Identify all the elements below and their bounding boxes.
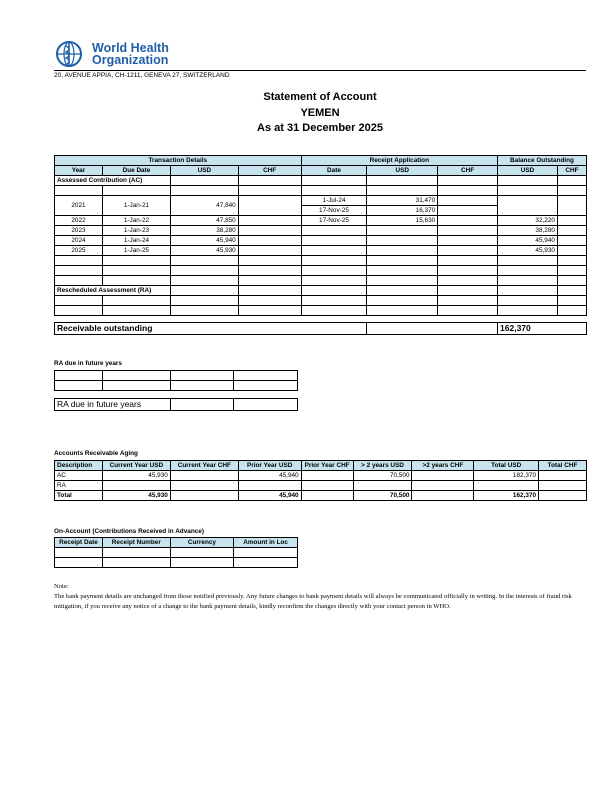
row-usd: 38,280 bbox=[170, 226, 238, 236]
statement-table bbox=[54, 155, 587, 335]
row-year: 2024 bbox=[55, 236, 103, 246]
col-header-usd: USD bbox=[170, 166, 238, 176]
aging-cell bbox=[412, 481, 474, 491]
aging-header-2y-chf: >2 years CHF bbox=[412, 461, 474, 471]
aging-cell bbox=[539, 471, 587, 481]
aging-cell bbox=[170, 491, 238, 501]
aging-cell bbox=[301, 471, 353, 481]
balance-usd: 38,280 bbox=[498, 226, 558, 236]
table-row bbox=[55, 491, 587, 501]
receipt-usd: 16,370 bbox=[367, 206, 438, 216]
table-row bbox=[55, 226, 587, 236]
receivable-row bbox=[55, 323, 587, 335]
on-account-header-receipt-number: Receipt Number bbox=[102, 538, 170, 548]
col-header-balance-usd: USD bbox=[498, 166, 558, 176]
row-year: 2022 bbox=[55, 216, 103, 226]
aging-cell: RA bbox=[55, 481, 103, 491]
on-account-header-amount: Amount in Loc bbox=[234, 538, 298, 548]
ra-section-label: Rescheduled Assessment (RA) bbox=[55, 286, 171, 296]
aging-cell bbox=[238, 481, 301, 491]
aging-cell: 182,370 bbox=[474, 471, 539, 481]
header-rule bbox=[54, 70, 586, 71]
receipt-usd bbox=[367, 226, 438, 236]
ra-future-table bbox=[54, 370, 298, 391]
aging-header-prior-usd: Prior Year USD bbox=[238, 461, 301, 471]
row-due-date: 1-Jan-21 bbox=[102, 196, 170, 216]
note-text: The bank payment details are unchanged from those notified previously. Any future changes to bank payment details will always be communicated officially in writing. In the interests of fraud risk mitigation, if you receive any notice of a change to the bank payment details, kindly reconfirm the changes directly with your contact person in WHO. bbox=[54, 593, 572, 610]
note-block bbox=[54, 582, 579, 612]
receipt-date bbox=[301, 236, 367, 246]
receipt-date bbox=[301, 246, 367, 256]
aging-header-current-usd: Current Year USD bbox=[102, 461, 170, 471]
balance-usd: 45,930 bbox=[498, 246, 558, 256]
balance-usd: 45,940 bbox=[498, 236, 558, 246]
aging-cell bbox=[170, 481, 238, 491]
aging-cell: 45,940 bbox=[238, 491, 301, 501]
aging-cell bbox=[301, 481, 353, 491]
table-row bbox=[55, 216, 587, 226]
receipt-usd: 15,630 bbox=[367, 216, 438, 226]
aging-cell bbox=[412, 471, 474, 481]
page-title: Statement of Account bbox=[263, 91, 377, 103]
date-title: As at 31 December 2025 bbox=[257, 122, 383, 134]
group-header-receipt: Receipt Application bbox=[301, 156, 497, 166]
table-row bbox=[55, 246, 587, 256]
note-label: Note: bbox=[54, 583, 69, 590]
aging-header-prior-chf: Prior Year CHF bbox=[301, 461, 353, 471]
col-header-receipt-usd: USD bbox=[367, 166, 438, 176]
org-name bbox=[92, 42, 169, 66]
table-row bbox=[55, 196, 587, 206]
group-header-balance: Balance Outstanding bbox=[498, 156, 587, 166]
row-usd: 45,940 bbox=[170, 236, 238, 246]
aging-title: Accounts Receivable Aging bbox=[54, 450, 138, 457]
aging-cell bbox=[539, 491, 587, 501]
balance-usd: 32,220 bbox=[498, 216, 558, 226]
aging-cell: 45,940 bbox=[238, 471, 301, 481]
row-due-date: 1-Jan-24 bbox=[102, 236, 170, 246]
receipt-usd bbox=[367, 236, 438, 246]
receipt-date: 17-Nov-25 bbox=[301, 206, 367, 216]
row-usd: 47,840 bbox=[170, 196, 238, 216]
receipt-date: 17-Nov-25 bbox=[301, 216, 367, 226]
aging-cell bbox=[301, 491, 353, 501]
ra-future-total-table bbox=[54, 398, 298, 411]
row-due-date: 1-Jan-23 bbox=[102, 226, 170, 236]
aging-cell: 70,500 bbox=[353, 471, 412, 481]
aging-cell bbox=[170, 471, 238, 481]
aging-cell bbox=[474, 481, 539, 491]
aging-header-description: Description bbox=[55, 461, 103, 471]
col-header-receipt-chf: CHF bbox=[438, 166, 498, 176]
on-account-title: On-Account (Contributions Received in Advance) bbox=[54, 528, 204, 535]
row-due-date: 1-Jan-22 bbox=[102, 216, 170, 226]
row-usd: 47,850 bbox=[170, 216, 238, 226]
aging-table bbox=[54, 460, 587, 501]
row-year: 2021 bbox=[55, 196, 103, 216]
org-address: 20, AVENUE APPIA, CH-1211, GENEVA 27, SWITZERLAND bbox=[54, 72, 230, 79]
col-header-balance-chf: CHF bbox=[557, 166, 586, 176]
aging-cell: 162,370 bbox=[474, 491, 539, 501]
receipt-usd: 31,470 bbox=[367, 196, 438, 206]
aging-cell: 45,930 bbox=[102, 471, 170, 481]
receipt-date bbox=[301, 226, 367, 236]
ra-future-big-label: RA due in future years bbox=[55, 399, 171, 411]
aging-cell bbox=[102, 481, 170, 491]
group-header-transaction: Transaction Details bbox=[55, 156, 302, 166]
aging-header-total-chf: Total CHF bbox=[539, 461, 587, 471]
table-row bbox=[55, 236, 587, 246]
ra-future-small-label: RA due in future years bbox=[54, 360, 122, 367]
table-row bbox=[55, 471, 587, 481]
country-title: YEMEN bbox=[300, 107, 340, 119]
col-header-due-date: Due Date bbox=[102, 166, 170, 176]
row-year: 2025 bbox=[55, 246, 103, 256]
aging-cell: 70,500 bbox=[353, 491, 412, 501]
aging-header-total-usd: Total USD bbox=[474, 461, 539, 471]
aging-cell bbox=[412, 491, 474, 501]
org-name-line1: World Health bbox=[92, 41, 169, 55]
receipt-date: 1-Jul-24 bbox=[301, 196, 367, 206]
aging-cell bbox=[539, 481, 587, 491]
aging-header-current-chf: Current Year CHF bbox=[170, 461, 238, 471]
balance-usd bbox=[498, 196, 558, 216]
on-account-header-currency: Currency bbox=[170, 538, 234, 548]
col-header-chf: CHF bbox=[238, 166, 301, 176]
table-row bbox=[55, 481, 587, 491]
row-year: 2023 bbox=[55, 226, 103, 236]
col-header-year: Year bbox=[55, 166, 103, 176]
aging-cell: AC bbox=[55, 471, 103, 481]
aging-cell: 45,930 bbox=[102, 491, 170, 501]
col-header-date: Date bbox=[301, 166, 367, 176]
ac-section-label: Assessed Contribution (AC) bbox=[55, 176, 171, 186]
receipt-usd bbox=[367, 246, 438, 256]
receivable-label: Receivable outstanding bbox=[55, 323, 367, 335]
on-account-table bbox=[54, 537, 298, 568]
row-due-date: 1-Jan-25 bbox=[102, 246, 170, 256]
row-usd: 45,930 bbox=[170, 246, 238, 256]
on-account-header-receipt-date: Receipt Date bbox=[55, 538, 103, 548]
aging-cell bbox=[353, 481, 412, 491]
aging-cell: Total bbox=[55, 491, 103, 501]
aging-header-2y-usd: > 2 years USD bbox=[353, 461, 412, 471]
org-name-line2: Organization bbox=[92, 53, 169, 67]
who-emblem-icon bbox=[52, 40, 88, 70]
receivable-value: 162,370 bbox=[498, 323, 587, 335]
